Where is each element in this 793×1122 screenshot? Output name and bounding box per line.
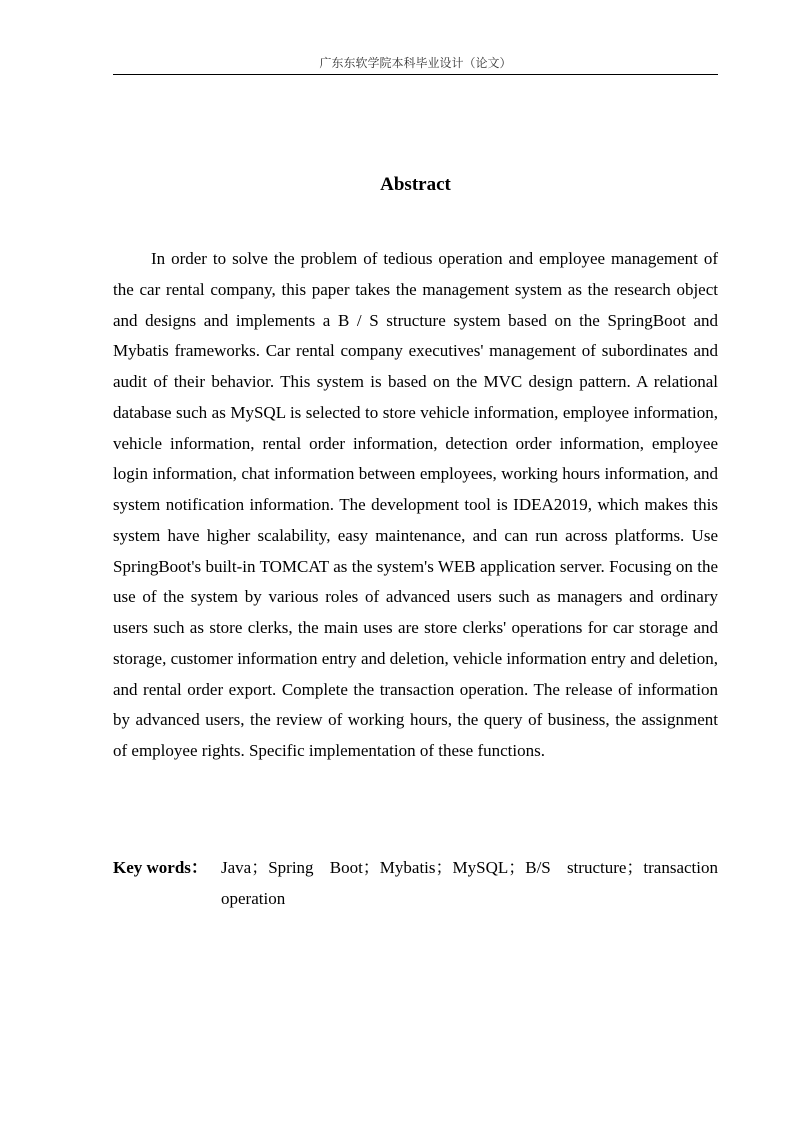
keywords-line	[113, 853, 718, 914]
header-text: 广东东软学院本科毕业设计（论文）	[319, 56, 512, 70]
abstract-body: In order to solve the problem of tedious operation and employee management of the car rental company, this paper takes the management system as the research object and designs and implements a B / S structure system based on the SpringBoot and Mybatis frameworks. Car rental company executives' management of subordinates and audit of their behavior. This system is based on the MVC design pattern. A relational database such as MySQL is selected to store vehicle information, employee information, vehicle information, rental order information, detection order information, employee login information, chat information between employees, working hours information, and system notification information. The development tool is IDEA2019, which makes this system have higher scalability, easy maintenance, and can run across platforms. Use SpringBoot's built-in TOMCAT as the system's WEB application server. Focusing on the use of the system by various roles of advanced users such as managers and ordinary users such as store clerks, the main uses are store clerks' operations for car storage and storage, customer information entry and deletion, vehicle information entry and deletion, and rental order export. Complete the transaction operation. The release of information by advanced users, the review of working hours, the query of business, the assignment of employee rights. Specific implementation of these functions.	[113, 249, 718, 760]
keywords-value: Java；Spring Boot；Mybatis；MySQL；B/S structure；transaction operation	[221, 858, 718, 908]
page-header	[113, 56, 718, 75]
keywords-label: Key words：	[113, 858, 208, 877]
abstract-title: Abstract	[380, 174, 451, 195]
